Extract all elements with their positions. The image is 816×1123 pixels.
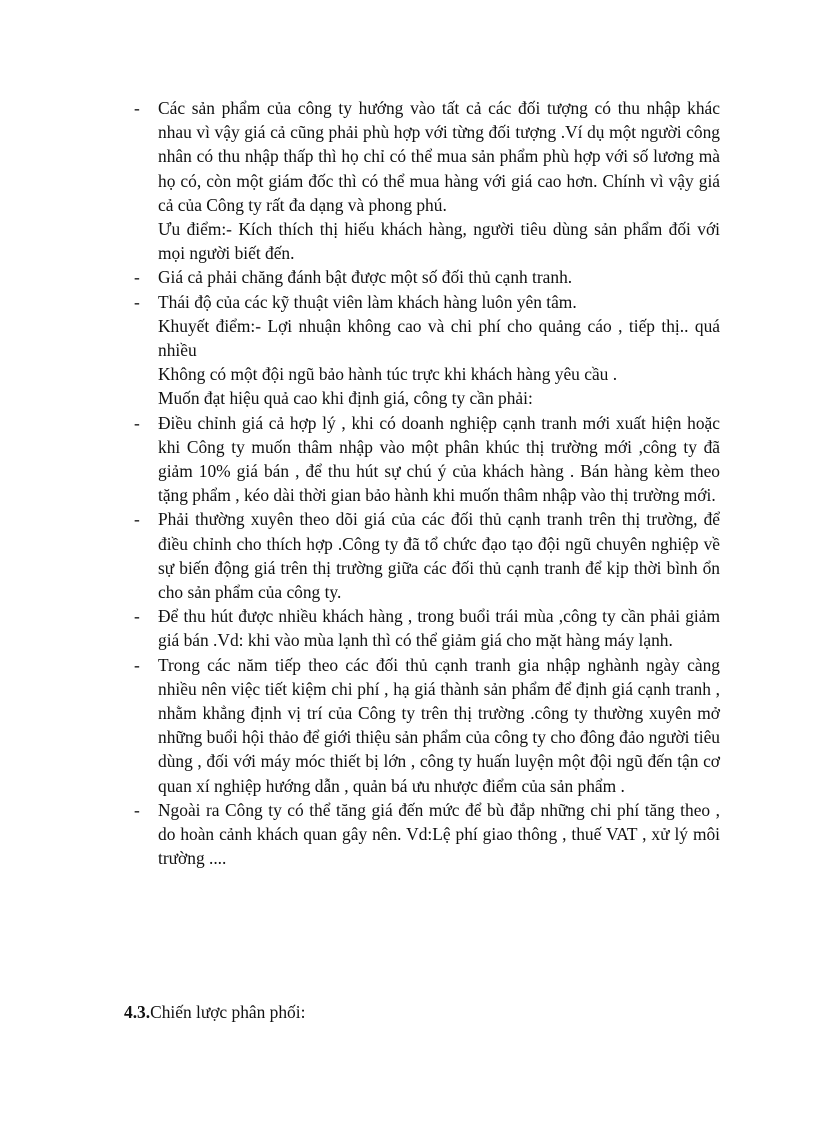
bullet-item (124, 96, 720, 217)
bullet-item (124, 604, 720, 652)
bullet-item (124, 290, 720, 314)
bullet-text: Điều chỉnh giá cả hợp lý , khi có doanh nghiệp cạnh tranh mới xuất hiện hoặc khi Công ty muốn thâm nhập vào một phân khúc thị trường mới ,công ty đã giảm 10% giá bán , để thu hút sự chú ý của khách hàng . Bán hàng kèm theo tặng phẩm , kéo dài thời gian bảo hành khi muốn thâm nhập vào thị trường mới. (158, 412, 720, 506)
bullet-item (124, 798, 720, 871)
bullet-dash: - (134, 291, 140, 312)
bullet-item (124, 265, 720, 289)
bullet-item (124, 653, 720, 798)
bullet-text: Ngoài ra Công ty có thể tăng giá đến mức để bù đắp những chi phí tăng theo , do hoàn cảnh khách quan gây nên. Vd:Lệ phí giao thông , thuế VAT , xử lý môi trường .... (158, 799, 720, 869)
bullet-item (124, 411, 720, 508)
paragraph: Không có một đội ngũ bảo hành túc trực khi khách hàng yêu cầu . (158, 364, 618, 385)
bullet-dash: - (134, 267, 140, 288)
document-body (124, 96, 720, 871)
bullet-dash: - (134, 98, 140, 118)
bullet-dash: - (134, 799, 140, 820)
bullet-item (124, 507, 720, 604)
bullet-dash: - (134, 412, 140, 433)
bullet-text: Trong các năm tiếp theo các đối thủ cạnh tranh gia nhập nghành ngày càng nhiều nên việc tiết kiệm chi phí , hạ giá thành sản phẩm để định giá cạnh tranh , nhằm khẳng định vị trí của Công ty trên thị trường .công ty thường xuyên mở những buổi hội thảo để giới thiệu sản phẩm của công ty cho đông đảo người tiêu dùng , đối với máy móc thiết bị lớn , công ty huấn luyện một đội ngũ đến tận cơ quan xí nghiệp hướng dẫn , quản bá ưu nhược điểm của sản phẩm . (158, 654, 720, 796)
paragraph: Muốn đạt hiệu quả cao khi định giá, công ty cần phải: (158, 388, 533, 409)
section-number: 4.3. (124, 1002, 151, 1022)
section-title: Chiến lược phân phối: (150, 1002, 306, 1022)
bullet-text: Thái độ của các kỹ thuật viên làm khách hàng luôn yên tâm. (158, 291, 577, 312)
bullet-dash: - (134, 606, 140, 627)
bullet-text: Giá cả phải chăng đánh bật được một số đối thủ cạnh tranh. (158, 267, 573, 288)
paragraph: Ưu điểm:- Kích thích thị hiếu khách hàng, người tiêu dùng sản phẩm đối với mọi người biết đến. (158, 219, 720, 264)
bullet-text: Để thu hút được nhiều khách hàng , trong buổi trái mùa ,công ty cần phải giảm giá bán .Vd: khi vào mùa lạnh thì có thể giảm giá cho mặt hàng máy lạnh. (158, 606, 720, 651)
bullet-text: Các sản phẩm của công ty hướng vào tất cả các đối tượng có thu nhập khác nhau vì vậy giá cả cũng phải phù hợp với từng đối tượng .Ví dụ một người công nhân có thu nhập thấp thì họ chỉ có thể mua sản phẩm phù hợp với số lương mà họ có, còn một giám đốc thì có thể mua hàng với giá cao hơn. Chính vì vậy giá cả của Công ty rất đa dạng và phong phú. (158, 98, 720, 215)
bullet-dash: - (134, 509, 140, 530)
bullet-text: Phải thường xuyên theo dõi giá của các đối thủ cạnh tranh trên thị trường, để điều chỉnh cho thích hợp .Công ty đã tổ chức đạo tạo đội ngũ chuyên nghiệp về sự biến động giá trên thị trường giữa các đối thủ cạnh tranh để kịp thời bình ổn cho sản phẩm của công ty. (158, 509, 720, 603)
section-heading (124, 1000, 305, 1024)
paragraph: Khuyết điểm:- Lợi nhuận không cao và chi phí cho quảng cáo , tiếp thị.. quá nhiều (158, 315, 720, 361)
bullet-dash: - (134, 654, 140, 675)
